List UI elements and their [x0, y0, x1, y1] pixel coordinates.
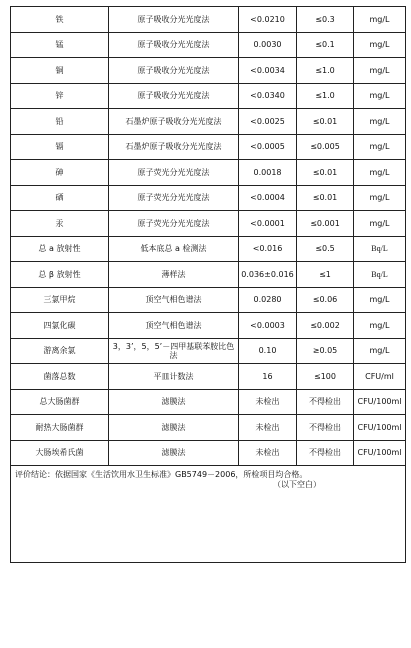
test-method: 顶空气相色谱法 [109, 313, 239, 339]
standard-limit: ≤0.01 [297, 109, 354, 135]
conclusion-text: 评价结论：依据国家《生活饮用水卫生标准》GB5749－2006，所检项目均合格。 [15, 470, 308, 479]
test-result: 0.0018 [239, 160, 297, 186]
test-result: <0.0003 [239, 313, 297, 339]
unit: mg/L [354, 287, 406, 313]
unit: CFU/ml [354, 364, 406, 390]
item-name: 四氯化碳 [11, 313, 109, 339]
test-method: 石墨炉原子吸收分光光度法 [109, 109, 239, 135]
test-result: <0.0004 [239, 185, 297, 211]
item-name: 菌落总数 [11, 364, 109, 390]
standard-limit: 不得检出 [297, 415, 354, 441]
table-row [11, 364, 406, 390]
table-row [11, 32, 406, 58]
test-method: 原子吸收分光光度法 [109, 83, 239, 109]
test-method: 原子荧光分光光度法 [109, 211, 239, 237]
standard-limit: ≤0.01 [297, 185, 354, 211]
unit: Bq/L [354, 262, 406, 288]
test-method: 滤膜法 [109, 389, 239, 415]
test-result: 未检出 [239, 440, 297, 466]
table-row [11, 211, 406, 237]
standard-limit: ≤0.1 [297, 32, 354, 58]
test-result: <0.0005 [239, 134, 297, 160]
unit: Bq/L [354, 236, 406, 262]
test-result: <0.0025 [239, 109, 297, 135]
table-row [11, 262, 406, 288]
item-name: 硒 [11, 185, 109, 211]
standard-limit: ≤0.3 [297, 7, 354, 33]
item-name: 铜 [11, 58, 109, 84]
standard-limit: ≤100 [297, 364, 354, 390]
test-method: 低本底总 a 检测法 [109, 236, 239, 262]
standard-limit: ≤1.0 [297, 58, 354, 84]
test-result: <0.0340 [239, 83, 297, 109]
conclusion-cell [11, 466, 406, 563]
table-row [11, 389, 406, 415]
test-method: 3，3’，5，5’－四甲基联苯胺比色法 [109, 338, 239, 364]
table-row [11, 134, 406, 160]
standard-limit: ≤0.5 [297, 236, 354, 262]
item-name: 三氯甲烷 [11, 287, 109, 313]
item-name: 锌 [11, 83, 109, 109]
test-result: 0.0030 [239, 32, 297, 58]
item-name: 铅 [11, 109, 109, 135]
item-name: 镉 [11, 134, 109, 160]
item-name: 锰 [11, 32, 109, 58]
table-row [11, 236, 406, 262]
test-method: 顶空气相色谱法 [109, 287, 239, 313]
results-body [11, 7, 406, 563]
unit: mg/L [354, 7, 406, 33]
item-name: 汞 [11, 211, 109, 237]
test-method: 平皿计数法 [109, 364, 239, 390]
conclusion-row [11, 466, 406, 563]
unit: mg/L [354, 338, 406, 364]
unit: mg/L [354, 313, 406, 339]
table-row [11, 415, 406, 441]
item-name: 总大肠菌群 [11, 389, 109, 415]
test-result: 未检出 [239, 415, 297, 441]
item-name: 砷 [11, 160, 109, 186]
table-row [11, 7, 406, 33]
standard-limit: ≤1 [297, 262, 354, 288]
unit: CFU/100ml [354, 415, 406, 441]
test-results-table [10, 6, 406, 563]
test-result: <0.0034 [239, 58, 297, 84]
test-method: 原子荧光分光光度法 [109, 185, 239, 211]
item-name: 总 β 放射性 [11, 262, 109, 288]
unit: CFU/100ml [354, 389, 406, 415]
table-row [11, 83, 406, 109]
standard-limit: ≤0.001 [297, 211, 354, 237]
unit: mg/L [354, 185, 406, 211]
table-row [11, 440, 406, 466]
unit: mg/L [354, 160, 406, 186]
test-method: 石墨炉原子吸收分光光度法 [109, 134, 239, 160]
unit: CFU/100ml [354, 440, 406, 466]
table-row [11, 338, 406, 364]
unit: mg/L [354, 109, 406, 135]
item-name: 耐热大肠菌群 [11, 415, 109, 441]
test-result: 0.0280 [239, 287, 297, 313]
standard-limit: ≤0.005 [297, 134, 354, 160]
standard-limit: 不得检出 [297, 440, 354, 466]
standard-limit: ≤1.0 [297, 83, 354, 109]
standard-limit: 不得检出 [297, 389, 354, 415]
test-result: 16 [239, 364, 297, 390]
item-name: 大肠埃希氏菌 [11, 440, 109, 466]
item-name: 铁 [11, 7, 109, 33]
standard-limit: ≥0.05 [297, 338, 354, 364]
item-name: 总 a 放射性 [11, 236, 109, 262]
test-method: 薄样法 [109, 262, 239, 288]
table-row [11, 109, 406, 135]
test-result: 未检出 [239, 389, 297, 415]
unit: mg/L [354, 211, 406, 237]
unit: mg/L [354, 83, 406, 109]
item-name: 游离余氯 [11, 338, 109, 364]
standard-limit: ≤0.06 [297, 287, 354, 313]
standard-limit: ≤0.01 [297, 160, 354, 186]
test-result: <0.016 [239, 236, 297, 262]
unit: mg/L [354, 32, 406, 58]
test-result: 0.10 [239, 338, 297, 364]
table-row [11, 160, 406, 186]
test-method: 原子吸收分光光度法 [109, 32, 239, 58]
test-method: 原子吸收分光光度法 [109, 58, 239, 84]
table-row [11, 185, 406, 211]
unit: mg/L [354, 134, 406, 160]
test-method: 滤膜法 [109, 440, 239, 466]
test-result: 0.036±0.016 [239, 262, 297, 288]
test-result: <0.0001 [239, 211, 297, 237]
blank-below-note: （以下空白） [273, 480, 321, 490]
test-result: <0.0210 [239, 7, 297, 33]
table-row [11, 287, 406, 313]
test-method: 滤膜法 [109, 415, 239, 441]
table-row [11, 313, 406, 339]
test-method: 原子荧光分光光度法 [109, 160, 239, 186]
standard-limit: ≤0.002 [297, 313, 354, 339]
table-row [11, 58, 406, 84]
test-method: 原子吸收分光光度法 [109, 7, 239, 33]
unit: mg/L [354, 58, 406, 84]
